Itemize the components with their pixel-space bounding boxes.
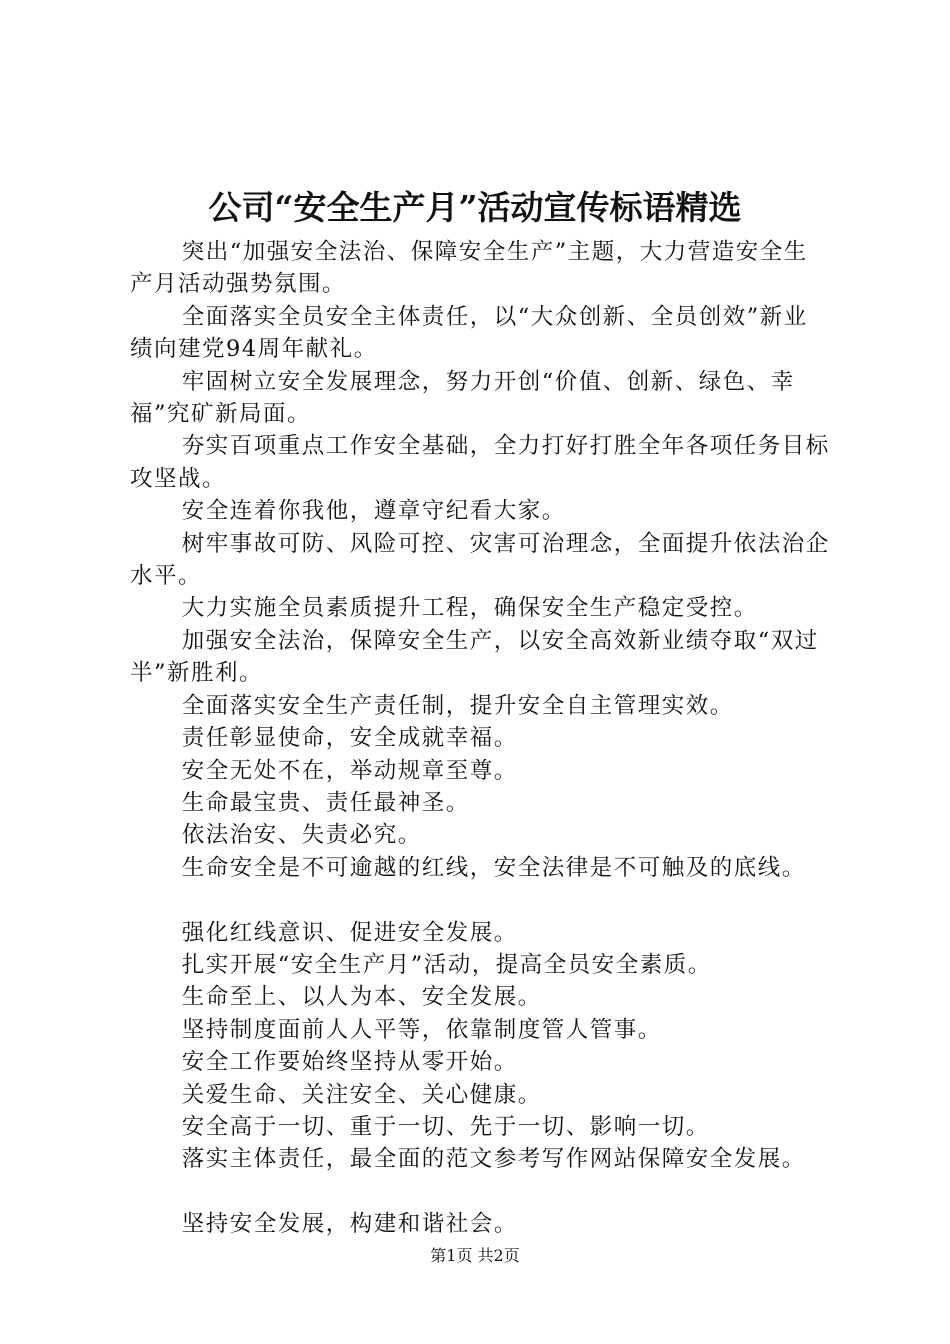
paragraph-12: 生命最宝贵、责任最神圣。 (181, 789, 470, 816)
paragraph-20: 关爱生命、关注安全、关心健康。 (181, 1081, 542, 1108)
paragraph-21: 安全高于一切、重于一切、先于一切、影响一切。 (181, 1113, 710, 1140)
blank-line (130, 884, 830, 916)
paragraph-23: 坚持安全发展，构建和谐社会。 (181, 1211, 518, 1238)
paragraph-15: 强化红线意识、促进安全发展。 (181, 919, 518, 946)
paragraph-10: 责任彰显使命，安全成就幸福。 (181, 725, 518, 752)
paragraph-17: 生命至上、以人为本、安全发展。 (181, 984, 542, 1011)
paragraph-4: 夯实百项重点工作安全基础，全力打好打胜全年各项任务目标攻坚战。 (130, 433, 830, 492)
page-footer: 第1页 共2页 (430, 1246, 520, 1265)
paragraph-13: 依法治安、失责必究。 (181, 822, 422, 849)
paragraph-8: 加强安全法治，保障安全生产，以安全高效新业绩夺取“双过半”新胜利。 (130, 627, 819, 687)
paragraph-1: 突出“加强安全法治、保障安全生产”主题，大力营造安全生产月活动强势氛围。 (130, 239, 808, 298)
paragraph-11: 安全无处不在，举动规章至尊。 (181, 757, 518, 784)
paragraph-7: 大力实施全员素质提升工程，确保安全生产稳定受控。 (181, 595, 758, 622)
paragraph-16: 扎实开展“安全生产月”活动，提高全员安全素质。 (181, 951, 712, 978)
paragraph-6: 树牢事故可防、风险可控、灾害可治理念，全面提升依法治企水平。 (130, 530, 830, 590)
paragraph-5: 安全连着你我他，遵章守纪看大家。 (181, 498, 566, 525)
paragraph-9: 全面落实安全生产责任制，提升安全自主管理实效。 (181, 692, 734, 719)
blank-line (130, 1176, 830, 1208)
paragraph-22: 落实主体责任，最全面的范文参考写作网站保障安全发展。 (181, 1146, 806, 1173)
paragraph-19: 安全工作要始终坚持从零开始。 (181, 1049, 518, 1076)
paragraph-3: 牢固树立安全发展理念，努力开创“价值、创新、绿色、幸福”究矿新局面。 (130, 368, 795, 428)
paragraph-2: 全面落实全员安全主体责任，以“大众创新、全员创效”新业绩向建党94周年献礼。 (130, 303, 808, 363)
document-title: 公司“安全生产月”活动宣传标语精选 (208, 188, 742, 227)
paragraph-18: 坚持制度面前人人平等，依靠制度管人管事。 (181, 1016, 662, 1043)
paragraph-14: 生命安全是不可逾越的红线，安全法律是不可触及的底线。 (181, 854, 806, 881)
document-body (130, 236, 830, 1241)
